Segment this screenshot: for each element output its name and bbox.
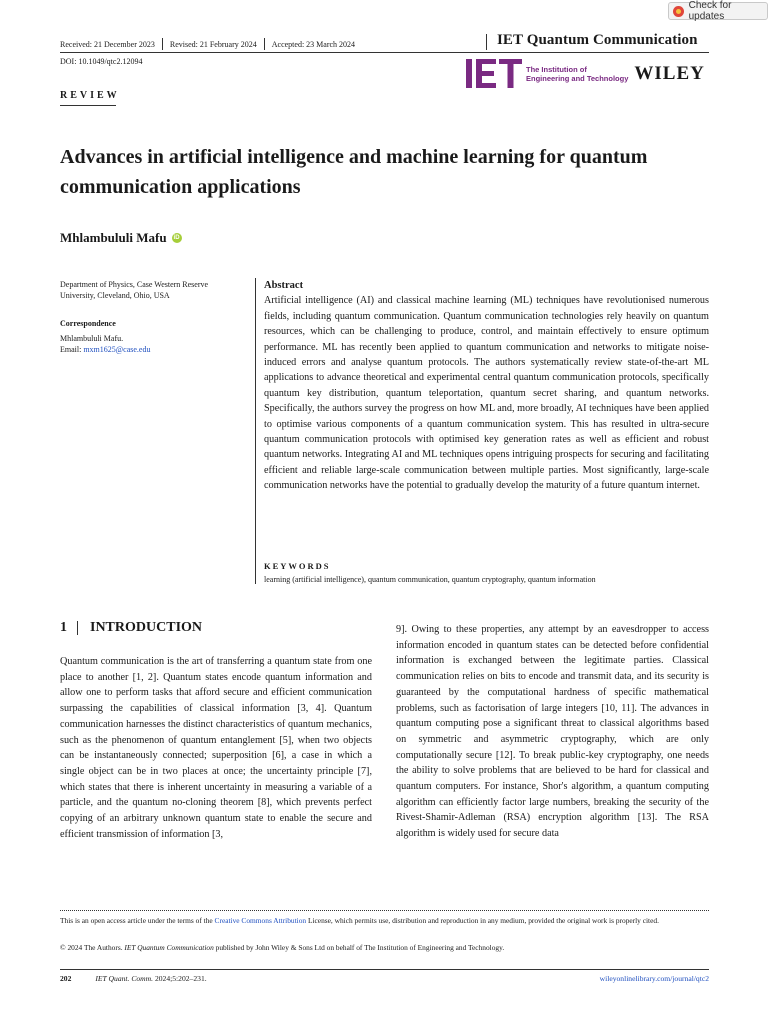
divider — [77, 621, 78, 635]
iet-name-line1: The Institution of — [526, 64, 587, 74]
article-dates — [60, 38, 355, 50]
license-note — [60, 915, 709, 926]
email-label: Email: — [60, 345, 82, 354]
author — [60, 230, 182, 246]
page-number: 202 — [60, 974, 72, 983]
iet-name-line2: Engineering and Technology — [526, 73, 629, 83]
header-rule — [60, 52, 709, 53]
license-suffix: License, which permits use, distribution and reproduction in any medium, provided the original work is properly cited. — [306, 916, 659, 925]
divider — [486, 34, 487, 50]
license-link[interactable]: Creative Commons Attribution — [214, 916, 307, 925]
received-date: Received: 21 December 2023 — [60, 39, 155, 49]
body-column-right: 9]. Owing to these properties, any attempt by an eavesdropper to access information encoded in quantum states can be detected before confidential information is exchanged between the legitimate parties. Classical communication relies on bits to encode and transmit data, and its security is guaranteed by the computational hardness of specific mathematical problems, such as factorisation of large integers [10, 11]. The advances in quantum computing pose a significant threat to classical algorithms based on symmetric and asymmetric cryptography, which are only computationally secure [12]. To break public-key cryptography, one needs the ability to solve problems that are believed to be hard for classical and quantum computers. For instance, Shor's algorithm, a quantum computing algorithm can efficiently factor large numbers, breaking the security of the Rivest-Shamir-Adleman (RSA) encryption algorithm [13]. The RSA algorithm is widely used for secure data — [396, 624, 709, 840]
correspondence-name: Mhlambululi Mafu. — [60, 334, 124, 343]
crossmark-icon — [673, 6, 684, 17]
article-type: REVIEW — [60, 90, 120, 101]
body-column-left: Quantum communication is the art of transferring a quantum state from one place to another [1, 2]. Quantum states encode quantum information and allow one to perform tasks that afford secure and efficient communication surpassing the capabilities of classical information [3, 4]. Quantum communication harnesses the distinct characteristics of quantum mechanics, such as the phenomenon of quantum entanglement [5], when two objects can be instantaneously connected; superposition [6], a case in which a single object can be in two places at once; the uncertainty principle [7], which states that there is inherent uncertainty in measuring a variable of a particle, and the quantum no-cloning theorem [8], which prevents perfect copying of an arbitrary unknown quantum state to enable the secure and efficient transmission of information [3, — [60, 656, 372, 840]
doi[interactable]: DOI: 10.1049/qtc2.12094 — [60, 57, 143, 66]
copyright-prefix: © 2024 The Authors. — [60, 943, 125, 952]
iet-mark-icon — [466, 59, 522, 88]
copyright-journal: IET Quantum Communication — [124, 943, 214, 952]
affiliation: Department of Physics, Case Western Reserve University, Cleveland, Ohio, USA — [60, 280, 209, 300]
section-number: 1 — [60, 620, 67, 635]
footer-rule — [60, 969, 709, 970]
copyright-suffix: published by John Wiley & Sons Ltd on behalf of The Institution of Engineering and Technology. — [213, 943, 505, 952]
copyright-note — [60, 943, 709, 952]
footnote-rule — [60, 910, 709, 911]
orcid-icon[interactable]: iD — [173, 235, 180, 241]
journal-abbreviation: IET Quant. Comm. — [95, 974, 154, 983]
publisher-logos — [466, 59, 705, 88]
email-link[interactable]: mxm1625@case.edu — [83, 345, 151, 354]
correspondence-email-row — [60, 344, 235, 355]
keywords-heading: KEYWORDS — [264, 561, 331, 571]
iet-logo — [466, 59, 628, 88]
abstract-rule — [255, 278, 256, 584]
section-heading — [60, 620, 202, 636]
accepted-date: Accepted: 23 March 2024 — [271, 39, 356, 49]
revised-date: Revised: 21 February 2024 — [169, 39, 257, 49]
citation: 2024;5:202–231. — [153, 974, 207, 983]
divider — [264, 38, 265, 50]
check-for-updates-button[interactable] — [668, 2, 768, 20]
page-footer — [60, 974, 709, 983]
article-type-underline — [60, 105, 116, 106]
iet-name — [526, 65, 628, 83]
section-title: INTRODUCTION — [90, 620, 203, 635]
correspondence-heading: Correspondence — [60, 319, 116, 328]
keywords-text: learning (artificial intelligence), quantum communication, quantum cryptography, quantum information — [264, 575, 596, 584]
correspondence — [60, 318, 235, 355]
wiley-logo: WILEY — [634, 62, 705, 84]
abstract — [264, 278, 709, 494]
journal-url-link[interactable]: wileyonlinelibrary.com/journal/qtc2 — [599, 974, 709, 983]
divider — [162, 38, 163, 50]
journal-name: IET Quantum Communication — [497, 32, 698, 48]
abstract-heading: Abstract — [264, 280, 304, 291]
author-name: Mhlambululi Mafu — [60, 230, 167, 245]
check-for-updates-label: Check for updates — [688, 0, 732, 22]
article-title: Advances in artificial intelligence and machine learning for quantum communication applications — [60, 146, 648, 198]
abstract-text: Artificial intelligence (AI) and classical machine learning (ML) techniques have revolutionised numerous fields, including quantum communication. Quantum communication technologies rely heavily on quantum resources, which can be challenging to produce, control, and maintain effectively to ensure optimum performance. ML has recently been applied to quantum communication and networks to mitigate noise-induced errors and analyse quantum protocols. The authors systematically review state-of-the-art ML applications to advance theoretical and experimental central quantum communication protocols, specifically quantum key distribution, quantum teleportation, quantum secret sharing, and quantum networks. Specifically, the authors survey the progress on how ML and, more broadly, AI techniques have been applied to optimise various components of a quantum communication system. This has resulted in ultra-secure quantum communication protocols with optimised key generation rates as well as efficient and robust quantum networks. Integrating AI and ML techniques opens intriguing prospects for securing and facilitating efficient and reliable large-scale communication between multiple parties. Most significantly, large-scale communication networks have the potential to gradually develop the maturity of a future quantum internet. — [264, 295, 709, 492]
license-prefix: This is an open access article under the terms of the — [60, 916, 215, 925]
